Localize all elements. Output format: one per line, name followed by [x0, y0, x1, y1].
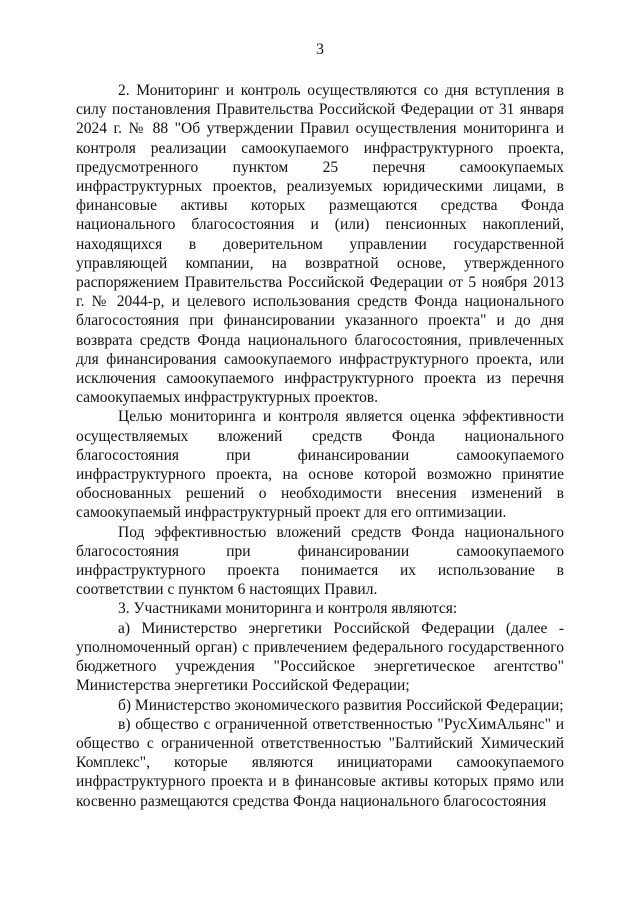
paragraph-participant-a: а) Министерство энергетики Российской Федерации (далее - уполномоченный орган) с привлечением федерального государственного бюджетного учреждения "Российское энергетическое агентство" Министерства энергетики Российской Федерации;	[76, 619, 564, 695]
page-number: 3	[316, 41, 324, 58]
paragraph-participants-heading: 3. Участниками мониторинга и контроля являются:	[118, 600, 458, 618]
paragraph-efficiency-definition: Под эффективностью вложений средств Фонда национального благосостояния при финансировании самоокупаемого инфраструктурного проекта понимается их использование в соответствии с пунктом 6 настоящих Правил.	[76, 523, 564, 599]
document-body	[76, 81, 564, 811]
paragraph-monitoring-period: 2. Мониторинг и контроль осуществляются со дня вступления в силу постановления Правительства Российской Федерации от 31 января 2024 г. № 88 "Об утверждении Правил осуществления мониторинга и контроля реализации самоокупаемого инфраструктурного проекта, предусмотренного пунктом 25 перечня самоокупаемых инфраструктурных проектов, реализуемых юридическими лицами, в финансовые активы которых размещаются средства Фонда национального благосостояния и (или) пенсионных накоплений, находящихся в доверительном управлении государственной управляющей компании, на возвратной основе, утвержденного распоряжением Правительства Российской Федерации от 5 ноября 2013 г. № 2044-р, и целевого использования средств Фонда национального благосостояния при финансировании указанного проекта" и до дня возврата средств Фонда национального благосостояния, привлеченных для финансирования самоокупаемого инфраструктурного проекта, или исключения самоокупаемого инфраструктурного проекта из перечня самоокупаемых инфраструктурных проектов.	[76, 82, 564, 407]
paragraph-participant-c: в) общество с ограниченной ответственностью "РусХимАльянс" и общество с ограниченной ответственностью "Балтийский Химический Комплекс", которые являются инициаторами самоокупаемого инфраструктурного проекта и в финансовые активы которых прямо или косвенно размещаются средства Фонда национального благосостояния	[76, 715, 564, 810]
paragraph-monitoring-goal: Целью мониторинга и контроля является оценка эффективности осуществляемых вложений средств Фонда национального благосостояния при финансировании самоокупаемого инфраструктурного проекта, на основе которой возможно принятие обоснованных решений о необходимости внесения изменений в самоокупаемый инфраструктурный проект для его оптимизации.	[76, 408, 564, 522]
paragraph-participant-b: б) Министерство экономического развития Российской Федерации;	[118, 696, 564, 714]
